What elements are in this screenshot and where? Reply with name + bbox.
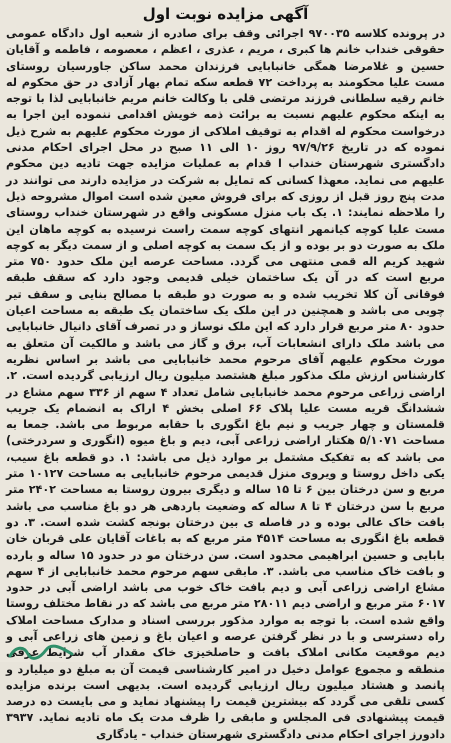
notice-body: در پرونده کلاسه ۹۷۰۰۳۵ اجرائی وقف برای صادره از شعبه اول دادگاه عمومی حقوقی خنداب خانم ها کبری ، مریم ، عذری ، اعظم ، معصومه ، فاطمه و آقایان حسین و غلامرضا همگی خانبابایی فرزندان محمد ساکن جاورسیان روستای مست علیا محکومند به پرداخت ۷۲ قطعه سکه تمام بهار آزادی در حق محکوم له خانم رقیه سلطانی فرزند مرتضی قلی با وکالت خانم مریم خانبابایی لذا با توجه به اینکه محکوم علیهم نسبت به برائت ذمه خویش اقدامی ننموده این اجرا به درخواست محکوم له اقدام به توقیف املاکی از مورث محکوم علیهم به شرح ذیل نموده که در تاریخ ۹۷/۹/۲۶ روز ۱۰ الی ۱۱ صبح در محل اجرای احکام مدنی دادگستری شهرستان خنداب ا قدام به عملیات مزایده جهت تادیه دین محکوم علیهم می نماید. معهذا کسانی که تمایل به شرکت در مزایده دارند می توانند در مدت پنج روز قبل از روزی که برای فروش معین شده است اموال مشروحه ذیل را ملاحظه نمایند: ۱. یک باب منزل مسکونی واقع در شهرستان خنداب روستای مست علیا کوچه کیانمهر انتهای کوچه سمت راست نرسیده به کوچه ماهان این ملک به صورت دو بر بوده و از یک سمت به کوچه اصلی و از سمت دیگر به کوچه شهید کریم اله قمی منتهی می گردد. مساحت عرصه این ملک حدود ۷۵۰ متر مربع است که در آن یک ساختمان خیلی قدیمی وجود دارد که سقف طبقه فوقانی آن کلا تخریب شده و به صورت دو طبقه با مصالح بنایی و سقف تیر چوبی می باشد و همچنین در این ملک یک ساختمان یک طبقه به مساحت اعیان حدود ۸۰ متر مربع قرار دارد که این ملک نوساز و در تصرف آقای دانیال خانبابایی می باشد ملک دارای انشعابات آب، برق و گاز می باشد و مالکیت آن متعلق به مورث محکوم علیهم آقای مرحوم محمد خانبابایی می باشد بر اساس نظریه کارشناس ارزش ملک مذکور مبلغ هشتصد میلیون ریال ارزیابی گردیده است. ۲. اراضی زراعی مرحوم محمد خانبابایی شامل تعداد ۴ سهم از ۳۳۶ سهم مشاع در ششدانگ قریه مست علیا پلاک ۶۶ اصلی بخش ۴ اراک به انضمام یک جریب قلمستان و چهار جریب و نیم باغ انگوری با حقابه مربوط می باشد. جمعا به مساحت ۵/۱۰۷۱ هکتار اراضی زراعی آبی، دیم و باغ میوه (انگوری و سردرختی) می باشد که به تفکیک مشتمل بر موارد ذیل می باشد: ۱. دو قطعه باغ سیب، یکی داخل روستا و ویروی منزل قدیمی مرحوم خانبابایی به مساحت ۱۰۱۲۷ متر مربع و سن درختان بین ۶ تا ۱۵ ساله و دیگری بیرون روستا به مساحت ۲۴۰۲ متر مربع با سن درختان ۴ تا ۸ ساله که وضعیت باردهی هر دو باغ مناسب می باشد بافت خاک عالی بوده و در فاصله ی بین درختان بونجه کشت شده است. ۳. دو قطعه باغ انگوری به مساحت ۴۵۱۴ متر مربع که به باغات آقایان علی قربان خان بابایی و حسین ابراهیمی محدود است. سن درختان مو در حدود ۱۵ ساله و بارده و بافت خاک مناسب می باشد. ۳. مابقی سهم مرحوم محمد خانبابایی از ۴ سهم مشاع اراضی زراعی آبی و دیم بافت خاک خوب می باشد اراضی آبی در حدود ۶۰۱۷ متر مربع و اراضی دیم ۲۸۰۱۱ متر مربع می باشد که در نقاط مختلف روستا واقع شده است. با توجه به موارد مذکور بررسی اسناد و مدارک مساحت املاک راه دسترسی و با در نظر گرفتن عرصه و اعیان باغ و زمین های زراعی آبی و دیم موقعیت مکانی املاک بافت و حاصلخیزی خاک مقدار آب شرایط عرفی منطقه و مجموع عوامل دخیل در امیر کارشناسی قیمت آن به مبلغ دو میلیارد و پانصد و هشتاد میلیون ریال ارزیابی گردیده است. بدیهی است برنده مزایده کسی تلقی می گردد که بیشترین قیمت را پیشنهاد نماید و می بایست ده درصد قیمت پیشنهادی فی المجلس و مابقی را ظرف مدت یک ماه تادیه نماید. ۳۹۳۷ دادورز اجرای احکام مدنی دادگستری شهرستان خنداب - یادگاری — [6, 27, 446, 741]
ink-mark-icon — [6, 644, 76, 660]
notice-title: آگهی مزایده نوبت اول — [142, 5, 309, 23]
